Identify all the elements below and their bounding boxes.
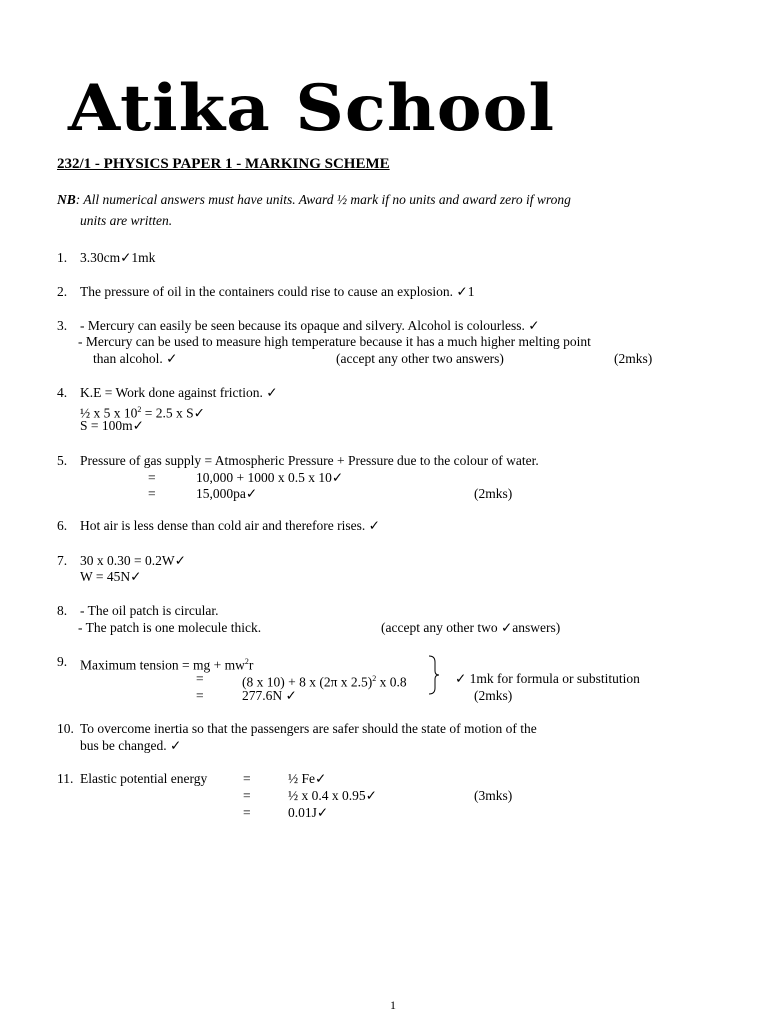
q5-eq1: = <box>148 470 156 485</box>
q10-number: 10. <box>57 721 74 736</box>
q9-marks: (2mks) <box>474 688 513 703</box>
q2-number: 2. <box>57 284 68 299</box>
q9-val1: (8 x 10) + 8 x (2π x 2.5)$^2$ x 0.8 <box>242 674 407 690</box>
q3-number: 3. <box>57 318 68 333</box>
q1-number: 1. <box>57 250 68 265</box>
page-number: 1 <box>390 998 396 1012</box>
q5-eq2: = <box>148 486 156 501</box>
q6-number: 6. <box>57 518 68 533</box>
q4-line1: K.E = Work done against friction. ✓ <box>80 385 278 400</box>
q11-val2: ½ x 0.4 x 0.95✓ <box>288 788 377 803</box>
q5-number: 5. <box>57 453 68 468</box>
q8-number: 8. <box>57 603 68 618</box>
q11-eq3: = <box>243 805 251 820</box>
q7-line2: W = 45N✓ <box>80 569 142 584</box>
q4-number: 4. <box>57 385 68 400</box>
q11-val1: ½ Fe✓ <box>288 771 327 786</box>
q9-eq1: = <box>196 671 204 686</box>
q1-answer: 3.30cm✓1mk <box>80 250 156 265</box>
brace-icon <box>428 655 440 695</box>
nb-note: NB: All numerical answers must have units. Award ½ mark if no units and award zero if wrong <box>57 192 571 207</box>
q9-eq2: = <box>196 688 204 703</box>
q7-line1: 30 x 0.30 = 0.2W✓ <box>80 553 186 568</box>
q9-line1: Maximum tension = mg + $mw^2r$ <box>80 657 254 673</box>
q5-val2: 15,000pa✓ <box>196 486 258 501</box>
q3-line3: than alcohol. ✓ <box>93 351 178 366</box>
school-logo: Atika School <box>68 71 556 146</box>
q8-line2: - The patch is one molecule thick. <box>78 620 262 635</box>
q11-val3: 0.01J✓ <box>288 805 329 820</box>
q4-line3: S = 100m✓ <box>80 418 144 433</box>
q3-note: (accept any other two answers) <box>336 351 504 366</box>
q11-marks: (3mks) <box>474 788 513 803</box>
q5-val1: 10,000 + 1000 x 0.5 x 10✓ <box>196 470 344 485</box>
q6-answer: Hot air is less dense than cold air and therefore rises. ✓ <box>80 518 380 533</box>
q11-eq1: = <box>243 771 251 786</box>
q10-line1: To overcome inertia so that the passengers are safer should the state of motion of the <box>80 721 537 736</box>
q11-number: 11. <box>57 771 74 786</box>
q3-line2: - Mercury can be used to measure high temperature because it has a much higher melting point <box>78 334 591 349</box>
q11-eq2: = <box>243 788 251 803</box>
q5-line1: Pressure of gas supply = Atmospheric Pressure + Pressure due to the colour of water. <box>80 453 539 468</box>
q8-line1: - The oil patch is circular. <box>80 603 219 618</box>
q7-number: 7. <box>57 553 68 568</box>
q5-marks: (2mks) <box>474 486 513 501</box>
q9-number: 9. <box>57 654 68 669</box>
nb-note-line2: units are written. <box>80 213 173 228</box>
q3-marks: (2mks) <box>614 351 653 366</box>
q9-val2: 277.6N ✓ <box>242 688 297 703</box>
q9-note: ✓ 1mk for formula or substitution <box>455 671 640 686</box>
q11-label: Elastic potential energy <box>80 771 208 786</box>
q4-line2: ½ x 5 x $10^2 = 2.5$ x S✓ <box>80 405 205 421</box>
q8-note: (accept any other two ✓answers) <box>381 620 561 635</box>
q2-answer: The pressure of oil in the containers could rise to cause an explosion. ✓1 <box>80 284 475 299</box>
q10-line2: bus be changed. ✓ <box>80 738 182 753</box>
page-title: 232/1 - PHYSICS PAPER 1 - MARKING SCHEME <box>57 156 390 172</box>
q3-line1: - Mercury can easily be seen because its opaque and silvery. Alcohol is colourless. ✓ <box>80 318 540 333</box>
